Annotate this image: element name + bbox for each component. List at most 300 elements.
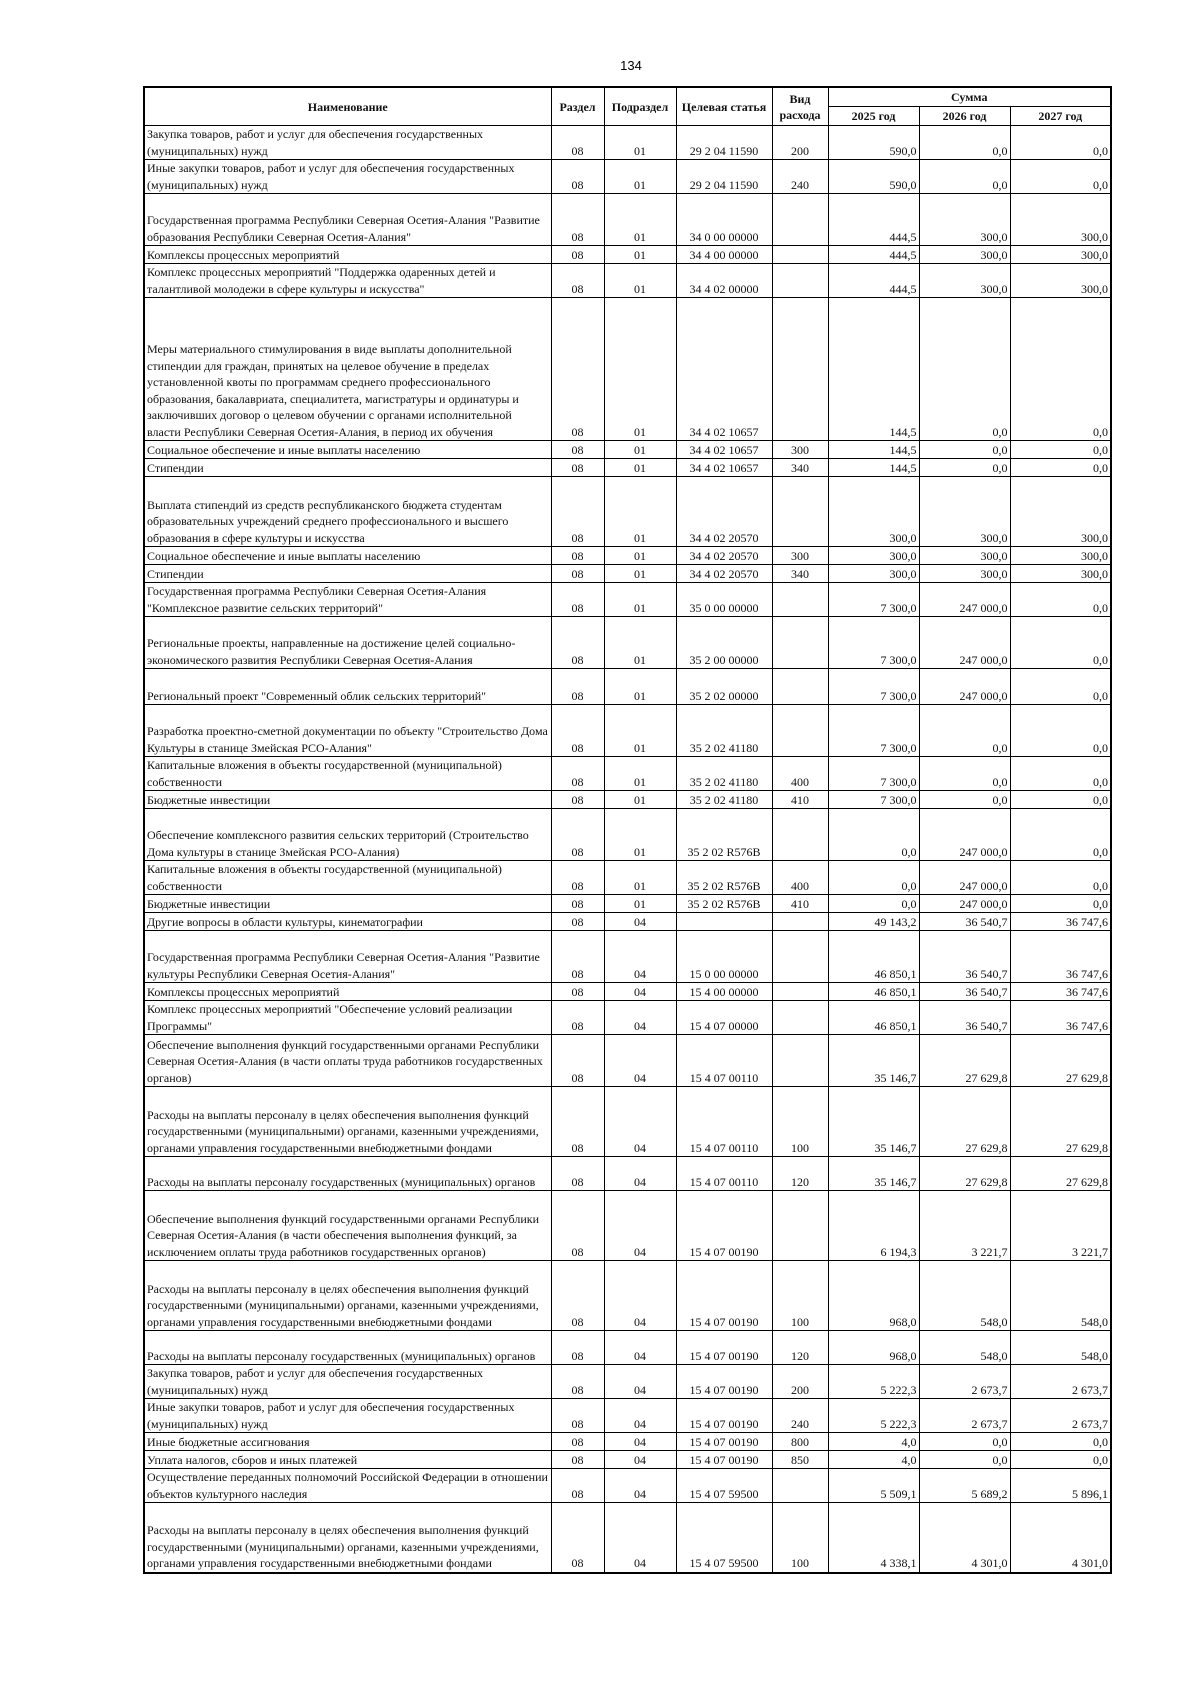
row-name: Комплекс процессных мероприятий "Обеспечение условий реализации Программы" xyxy=(144,1001,551,1035)
table-row xyxy=(144,1001,1111,1035)
row-name: Государственная программа Республики Северная Осетия-Алания "Комплексное развитие сельских территорий" xyxy=(144,583,551,617)
row-amount-2027: 27 629,8 xyxy=(1010,1087,1111,1157)
row-name: Расходы на выплаты персоналу в целях обеспечения выполнения функций государственными (муниципальными) органами, казенными учреждениями, органами управления государственными внебюджетными фондами xyxy=(144,1087,551,1157)
row-amount-2025: 144,5 xyxy=(828,298,919,441)
row-amount-2026: 300,0 xyxy=(919,194,1010,246)
row-section: 08 xyxy=(551,194,604,246)
row-name: Иные закупки товаров, работ и услуг для обеспечения государственных (муниципальных) нужд xyxy=(144,1399,551,1433)
row-amount-2025: 144,5 xyxy=(828,441,919,459)
row-expense-type xyxy=(772,983,828,1001)
table-row xyxy=(144,1087,1111,1157)
row-expense-type: 240 xyxy=(772,160,828,194)
row-amount-2026: 300,0 xyxy=(919,264,1010,298)
row-amount-2026: 4 301,0 xyxy=(919,1503,1010,1573)
table-row xyxy=(144,705,1111,757)
row-target-article: 15 4 07 00110 xyxy=(676,1087,772,1157)
row-expense-type xyxy=(772,931,828,983)
row-amount-2025: 7 300,0 xyxy=(828,791,919,809)
row-name: Расходы на выплаты персоналу в целях обеспечения выполнения функций государственными (муниципальными) органами, казенными учреждениями, органами управления государственными внебюджетными фондами xyxy=(144,1503,551,1573)
row-subsection: 01 xyxy=(604,861,676,895)
row-expense-type: 400 xyxy=(772,861,828,895)
row-amount-2027: 27 629,8 xyxy=(1010,1035,1111,1087)
row-subsection: 04 xyxy=(604,1503,676,1573)
row-amount-2025: 4,0 xyxy=(828,1451,919,1469)
row-expense-type: 800 xyxy=(772,1433,828,1451)
row-amount-2026: 2 673,7 xyxy=(919,1365,1010,1399)
row-amount-2025: 7 300,0 xyxy=(828,617,919,669)
row-amount-2026: 36 540,7 xyxy=(919,1001,1010,1035)
row-section: 08 xyxy=(551,126,604,160)
row-subsection: 01 xyxy=(604,705,676,757)
row-expense-type xyxy=(772,705,828,757)
row-section: 08 xyxy=(551,459,604,477)
row-amount-2027: 36 747,6 xyxy=(1010,1001,1111,1035)
row-amount-2026: 36 540,7 xyxy=(919,931,1010,983)
row-amount-2025: 968,0 xyxy=(828,1261,919,1331)
row-expense-type: 400 xyxy=(772,757,828,791)
row-section: 08 xyxy=(551,547,604,565)
row-amount-2026: 5 689,2 xyxy=(919,1469,1010,1503)
row-subsection: 04 xyxy=(604,1087,676,1157)
row-name: Закупка товаров, работ и услуг для обеспечения государственных (муниципальных) нужд xyxy=(144,1365,551,1399)
row-amount-2026: 36 540,7 xyxy=(919,983,1010,1001)
row-expense-type: 410 xyxy=(772,895,828,913)
row-section: 08 xyxy=(551,1087,604,1157)
row-amount-2025: 300,0 xyxy=(828,565,919,583)
row-subsection: 04 xyxy=(604,1433,676,1451)
row-subsection: 04 xyxy=(604,1157,676,1191)
header-name: Наименование xyxy=(144,87,551,126)
row-amount-2027: 300,0 xyxy=(1010,264,1111,298)
row-expense-type xyxy=(772,669,828,705)
row-name: Уплата налогов, сборов и иных платежей xyxy=(144,1451,551,1469)
row-amount-2026: 3 221,7 xyxy=(919,1191,1010,1261)
row-amount-2027: 3 221,7 xyxy=(1010,1191,1111,1261)
row-subsection: 01 xyxy=(604,757,676,791)
table-row xyxy=(144,809,1111,861)
row-target-article: 34 4 02 20570 xyxy=(676,547,772,565)
table-row xyxy=(144,1451,1111,1469)
row-subsection: 01 xyxy=(604,791,676,809)
row-subsection: 01 xyxy=(604,809,676,861)
table-row xyxy=(144,298,1111,441)
row-name: Комплексы процессных мероприятий xyxy=(144,246,551,264)
page-number: 134 xyxy=(620,58,642,73)
row-target-article: 34 4 02 10657 xyxy=(676,298,772,441)
row-target-article: 15 4 07 59500 xyxy=(676,1503,772,1573)
table-row xyxy=(144,757,1111,791)
row-amount-2027: 548,0 xyxy=(1010,1261,1111,1331)
table-row xyxy=(144,583,1111,617)
row-subsection: 01 xyxy=(604,617,676,669)
row-section: 08 xyxy=(551,617,604,669)
table-row xyxy=(144,126,1111,160)
row-amount-2025: 0,0 xyxy=(828,895,919,913)
row-section: 08 xyxy=(551,298,604,441)
row-amount-2025: 4,0 xyxy=(828,1433,919,1451)
table-row xyxy=(144,160,1111,194)
table-row xyxy=(144,477,1111,547)
row-subsection: 04 xyxy=(604,931,676,983)
row-amount-2027: 0,0 xyxy=(1010,459,1111,477)
row-subsection: 04 xyxy=(604,1365,676,1399)
row-name: Закупка товаров, работ и услуг для обеспечения государственных (муниципальных) нужд xyxy=(144,126,551,160)
row-amount-2027: 27 629,8 xyxy=(1010,1157,1111,1191)
row-target-article: 15 4 07 00190 xyxy=(676,1451,772,1469)
row-expense-type xyxy=(772,264,828,298)
row-amount-2025: 5 222,3 xyxy=(828,1399,919,1433)
row-amount-2025: 49 143,2 xyxy=(828,913,919,931)
header-subsection: Подраздел xyxy=(604,87,676,126)
row-subsection: 04 xyxy=(604,913,676,931)
table-row xyxy=(144,1469,1111,1503)
table-row xyxy=(144,194,1111,246)
row-amount-2026: 0,0 xyxy=(919,1433,1010,1451)
table-row xyxy=(144,547,1111,565)
row-amount-2025: 144,5 xyxy=(828,459,919,477)
row-section: 08 xyxy=(551,1157,604,1191)
row-target-article: 15 4 00 00000 xyxy=(676,983,772,1001)
row-amount-2026: 247 000,0 xyxy=(919,617,1010,669)
row-name: Обеспечение комплексного развития сельских территорий (Строительство Дома культуры в станице Змейская РСО-Алания) xyxy=(144,809,551,861)
row-amount-2025: 7 300,0 xyxy=(828,757,919,791)
row-subsection: 04 xyxy=(604,1399,676,1433)
row-amount-2027: 36 747,6 xyxy=(1010,931,1111,983)
row-amount-2025: 968,0 xyxy=(828,1331,919,1365)
row-amount-2025: 444,5 xyxy=(828,194,919,246)
row-section: 08 xyxy=(551,1365,604,1399)
row-section: 08 xyxy=(551,246,604,264)
row-amount-2025: 35 146,7 xyxy=(828,1157,919,1191)
row-amount-2027: 4 301,0 xyxy=(1010,1503,1111,1573)
table-row xyxy=(144,565,1111,583)
row-name: Социальное обеспечение и иные выплаты населению xyxy=(144,547,551,565)
row-amount-2027: 300,0 xyxy=(1010,477,1111,547)
row-expense-type: 300 xyxy=(772,441,828,459)
table-row xyxy=(144,1157,1111,1191)
row-target-article: 15 4 07 00000 xyxy=(676,1001,772,1035)
row-section: 08 xyxy=(551,1451,604,1469)
row-amount-2026: 0,0 xyxy=(919,441,1010,459)
row-amount-2026: 27 629,8 xyxy=(919,1157,1010,1191)
row-target-article: 15 4 07 00190 xyxy=(676,1433,772,1451)
row-expense-type xyxy=(772,477,828,547)
row-name: Государственная программа Республики Северная Осетия-Алания "Развитие образования Республики Северная Осетия-Алания" xyxy=(144,194,551,246)
table-row xyxy=(144,861,1111,895)
row-amount-2026: 247 000,0 xyxy=(919,861,1010,895)
row-expense-type: 200 xyxy=(772,1365,828,1399)
row-section: 08 xyxy=(551,669,604,705)
row-subsection: 01 xyxy=(604,160,676,194)
table-row xyxy=(144,669,1111,705)
table-row xyxy=(144,1191,1111,1261)
row-amount-2027: 0,0 xyxy=(1010,1451,1111,1469)
row-amount-2026: 0,0 xyxy=(919,459,1010,477)
row-amount-2026: 247 000,0 xyxy=(919,809,1010,861)
row-expense-type: 340 xyxy=(772,565,828,583)
row-target-article: 34 4 02 10657 xyxy=(676,441,772,459)
row-amount-2027: 300,0 xyxy=(1010,547,1111,565)
row-target-article: 15 4 07 00190 xyxy=(676,1331,772,1365)
row-section: 08 xyxy=(551,1399,604,1433)
header-section: Раздел xyxy=(551,87,604,126)
row-section: 08 xyxy=(551,264,604,298)
row-expense-type: 100 xyxy=(772,1503,828,1573)
table-row xyxy=(144,1365,1111,1399)
row-subsection: 04 xyxy=(604,1191,676,1261)
row-amount-2027: 0,0 xyxy=(1010,861,1111,895)
row-amount-2025: 4 338,1 xyxy=(828,1503,919,1573)
row-subsection: 04 xyxy=(604,983,676,1001)
row-name: Меры материального стимулирования в виде выплаты дополнительной стипендии для граждан, принятых на целевое обучение в пределах установленной квоты по программам среднего профессионального образования, бакалавриата, специалитета, магистратуры и ординатуры и заключивших договор о целевом обучении с органами исполнительной власти Республики Северная Осетия-Алания, в период их обучения xyxy=(144,298,551,441)
row-name: Региональный проект "Современный облик сельских территорий" xyxy=(144,669,551,705)
row-target-article: 35 0 00 00000 xyxy=(676,583,772,617)
row-section: 08 xyxy=(551,931,604,983)
row-amount-2027: 0,0 xyxy=(1010,757,1111,791)
row-amount-2026: 0,0 xyxy=(919,160,1010,194)
row-amount-2027: 0,0 xyxy=(1010,160,1111,194)
row-amount-2026: 0,0 xyxy=(919,126,1010,160)
row-subsection: 01 xyxy=(604,669,676,705)
row-name: Иные бюджетные ассигнования xyxy=(144,1433,551,1451)
header-expense-type: Вид расхода xyxy=(772,87,828,126)
row-target-article: 34 4 00 00000 xyxy=(676,246,772,264)
row-amount-2026: 300,0 xyxy=(919,547,1010,565)
row-section: 08 xyxy=(551,705,604,757)
row-name: Комплексы процессных мероприятий xyxy=(144,983,551,1001)
row-amount-2025: 35 146,7 xyxy=(828,1035,919,1087)
row-expense-type: 120 xyxy=(772,1331,828,1365)
row-name: Комплекс процессных мероприятий "Поддержка одаренных детей и талантливой молодежи в сфере культуры и искусства" xyxy=(144,264,551,298)
row-subsection: 01 xyxy=(604,441,676,459)
row-section: 08 xyxy=(551,477,604,547)
row-amount-2027: 0,0 xyxy=(1010,617,1111,669)
row-target-article: 15 4 07 00110 xyxy=(676,1035,772,1087)
row-amount-2025: 5 222,3 xyxy=(828,1365,919,1399)
row-subsection: 04 xyxy=(604,1331,676,1365)
row-expense-type xyxy=(772,1001,828,1035)
row-amount-2025: 7 300,0 xyxy=(828,669,919,705)
row-amount-2026: 0,0 xyxy=(919,757,1010,791)
row-expense-type: 100 xyxy=(772,1261,828,1331)
row-section: 08 xyxy=(551,1503,604,1573)
row-name: Региональные проекты, направленные на достижение целей социально-экономического развития Республики Северная Осетия-Алания xyxy=(144,617,551,669)
row-amount-2027: 2 673,7 xyxy=(1010,1365,1111,1399)
row-amount-2026: 300,0 xyxy=(919,477,1010,547)
row-amount-2025: 35 146,7 xyxy=(828,1087,919,1157)
row-name: Стипендии xyxy=(144,459,551,477)
row-subsection: 01 xyxy=(604,565,676,583)
row-target-article: 15 4 07 00190 xyxy=(676,1191,772,1261)
row-amount-2026: 0,0 xyxy=(919,1451,1010,1469)
row-section: 08 xyxy=(551,1035,604,1087)
row-target-article: 35 2 02 R576B xyxy=(676,895,772,913)
row-expense-type xyxy=(772,1035,828,1087)
table-row xyxy=(144,791,1111,809)
row-subsection: 01 xyxy=(604,264,676,298)
row-section: 08 xyxy=(551,1001,604,1035)
row-subsection: 01 xyxy=(604,459,676,477)
row-section: 08 xyxy=(551,809,604,861)
row-name: Социальное обеспечение и иные выплаты населению xyxy=(144,441,551,459)
row-target-article: 35 2 02 41180 xyxy=(676,757,772,791)
row-section: 08 xyxy=(551,861,604,895)
row-name: Расходы на выплаты персоналу в целях обеспечения выполнения функций государственными (муниципальными) органами, казенными учреждениями, органами управления государственными внебюджетными фондами xyxy=(144,1261,551,1331)
row-amount-2025: 0,0 xyxy=(828,809,919,861)
row-amount-2027: 36 747,6 xyxy=(1010,913,1111,931)
header-year-2027: 2027 год xyxy=(1010,107,1111,126)
row-amount-2027: 0,0 xyxy=(1010,1433,1111,1451)
row-amount-2026: 247 000,0 xyxy=(919,895,1010,913)
row-expense-type: 120 xyxy=(772,1157,828,1191)
row-target-article: 15 4 07 59500 xyxy=(676,1469,772,1503)
row-amount-2025: 5 509,1 xyxy=(828,1469,919,1503)
table-row xyxy=(144,1399,1111,1433)
table-row xyxy=(144,459,1111,477)
row-amount-2025: 590,0 xyxy=(828,126,919,160)
header-year-2026: 2026 год xyxy=(919,107,1010,126)
row-amount-2025: 7 300,0 xyxy=(828,705,919,757)
row-target-article: 35 2 02 41180 xyxy=(676,791,772,809)
row-target-article: 15 4 07 00190 xyxy=(676,1365,772,1399)
table-row xyxy=(144,931,1111,983)
row-name: Стипендии xyxy=(144,565,551,583)
row-section: 08 xyxy=(551,565,604,583)
table-row xyxy=(144,913,1111,931)
row-amount-2026: 548,0 xyxy=(919,1331,1010,1365)
row-amount-2027: 300,0 xyxy=(1010,565,1111,583)
row-target-article: 34 4 02 20570 xyxy=(676,477,772,547)
row-expense-type xyxy=(772,1469,828,1503)
row-subsection: 01 xyxy=(604,194,676,246)
row-section: 08 xyxy=(551,441,604,459)
row-section: 08 xyxy=(551,791,604,809)
row-amount-2027: 36 747,6 xyxy=(1010,983,1111,1001)
row-section: 08 xyxy=(551,1433,604,1451)
table-row xyxy=(144,1503,1111,1573)
row-section: 08 xyxy=(551,1191,604,1261)
row-expense-type: 100 xyxy=(772,1087,828,1157)
row-expense-type xyxy=(772,1191,828,1261)
table-row xyxy=(144,1261,1111,1331)
row-target-article: 35 2 02 41180 xyxy=(676,705,772,757)
row-amount-2026: 0,0 xyxy=(919,791,1010,809)
row-section: 08 xyxy=(551,983,604,1001)
row-amount-2026: 0,0 xyxy=(919,298,1010,441)
table-row xyxy=(144,1035,1111,1087)
row-name: Капитальные вложения в объекты государственной (муниципальной) собственности xyxy=(144,861,551,895)
row-amount-2026: 300,0 xyxy=(919,565,1010,583)
row-amount-2025: 46 850,1 xyxy=(828,983,919,1001)
row-amount-2025: 6 194,3 xyxy=(828,1191,919,1261)
row-subsection: 01 xyxy=(604,477,676,547)
row-expense-type xyxy=(772,246,828,264)
row-subsection: 01 xyxy=(604,298,676,441)
row-target-article: 34 4 02 20570 xyxy=(676,565,772,583)
table-row xyxy=(144,246,1111,264)
row-subsection: 04 xyxy=(604,1035,676,1087)
row-amount-2025: 0,0 xyxy=(828,861,919,895)
row-name: Расходы на выплаты персоналу государственных (муниципальных) органов xyxy=(144,1331,551,1365)
row-expense-type xyxy=(772,583,828,617)
row-target-article: 34 0 00 00000 xyxy=(676,194,772,246)
row-name: Выплата стипендий из средств республиканского бюджета студентам образовательных учреждений среднего профессионального и высшего образования в сфере культуры и искусства xyxy=(144,477,551,547)
row-expense-type: 240 xyxy=(772,1399,828,1433)
row-section: 08 xyxy=(551,913,604,931)
row-section: 08 xyxy=(551,1261,604,1331)
row-amount-2025: 444,5 xyxy=(828,246,919,264)
table-row xyxy=(144,983,1111,1001)
header-target-article: Целевая статья xyxy=(676,87,772,126)
row-name: Государственная программа Республики Северная Осетия-Алания "Развитие культуры Республики Северная Осетия-Алания" xyxy=(144,931,551,983)
row-expense-type: 200 xyxy=(772,126,828,160)
row-name: Обеспечение выполнения функций государственными органами Республики Северная Осетия-Алания (в части оплаты труда работников государственных органов) xyxy=(144,1035,551,1087)
row-amount-2027: 548,0 xyxy=(1010,1331,1111,1365)
row-target-article xyxy=(676,913,772,931)
row-amount-2027: 0,0 xyxy=(1010,705,1111,757)
row-target-article: 34 4 02 00000 xyxy=(676,264,772,298)
row-amount-2026: 27 629,8 xyxy=(919,1087,1010,1157)
row-name: Бюджетные инвестиции xyxy=(144,895,551,913)
row-amount-2027: 0,0 xyxy=(1010,126,1111,160)
row-expense-type: 340 xyxy=(772,459,828,477)
header-sum: Сумма xyxy=(828,87,1111,107)
row-name: Расходы на выплаты персоналу государственных (муниципальных) органов xyxy=(144,1157,551,1191)
row-amount-2027: 2 673,7 xyxy=(1010,1399,1111,1433)
row-amount-2027: 300,0 xyxy=(1010,194,1111,246)
table-row xyxy=(144,1331,1111,1365)
row-amount-2025: 46 850,1 xyxy=(828,1001,919,1035)
row-section: 08 xyxy=(551,160,604,194)
row-amount-2027: 300,0 xyxy=(1010,246,1111,264)
table-row xyxy=(144,1433,1111,1451)
row-amount-2027: 0,0 xyxy=(1010,809,1111,861)
row-subsection: 01 xyxy=(604,126,676,160)
table-row xyxy=(144,264,1111,298)
row-subsection: 04 xyxy=(604,1001,676,1035)
table-row xyxy=(144,441,1111,459)
row-target-article: 29 2 04 11590 xyxy=(676,126,772,160)
row-amount-2027: 0,0 xyxy=(1010,298,1111,441)
row-target-article: 35 2 02 R576B xyxy=(676,861,772,895)
row-section: 08 xyxy=(551,757,604,791)
row-amount-2025: 46 850,1 xyxy=(828,931,919,983)
header-year-2025: 2025 год xyxy=(828,107,919,126)
row-amount-2025: 7 300,0 xyxy=(828,583,919,617)
row-expense-type xyxy=(772,617,828,669)
row-amount-2026: 247 000,0 xyxy=(919,669,1010,705)
row-amount-2026: 247 000,0 xyxy=(919,583,1010,617)
row-expense-type: 410 xyxy=(772,791,828,809)
budget-table xyxy=(143,86,1112,1574)
row-expense-type: 300 xyxy=(772,547,828,565)
row-target-article: 15 4 07 00110 xyxy=(676,1157,772,1191)
row-target-article: 15 0 00 00000 xyxy=(676,931,772,983)
row-subsection: 01 xyxy=(604,547,676,565)
table-body xyxy=(144,126,1111,1573)
table-row xyxy=(144,617,1111,669)
table-row xyxy=(144,895,1111,913)
row-subsection: 01 xyxy=(604,246,676,264)
row-subsection: 01 xyxy=(604,895,676,913)
row-expense-type xyxy=(772,194,828,246)
row-expense-type xyxy=(772,809,828,861)
row-section: 08 xyxy=(551,895,604,913)
row-amount-2026: 27 629,8 xyxy=(919,1035,1010,1087)
row-amount-2026: 36 540,7 xyxy=(919,913,1010,931)
row-name: Разработка проектно-сметной документации по объекту "Строительство Дома Культуры в станице Змейская РСО-Алания" xyxy=(144,705,551,757)
row-name: Обеспечение выполнения функций государственными органами Республики Северная Осетия-Алания (в части обеспечения выполнения функций, за исключением оплаты труда работников государственных органов) xyxy=(144,1191,551,1261)
